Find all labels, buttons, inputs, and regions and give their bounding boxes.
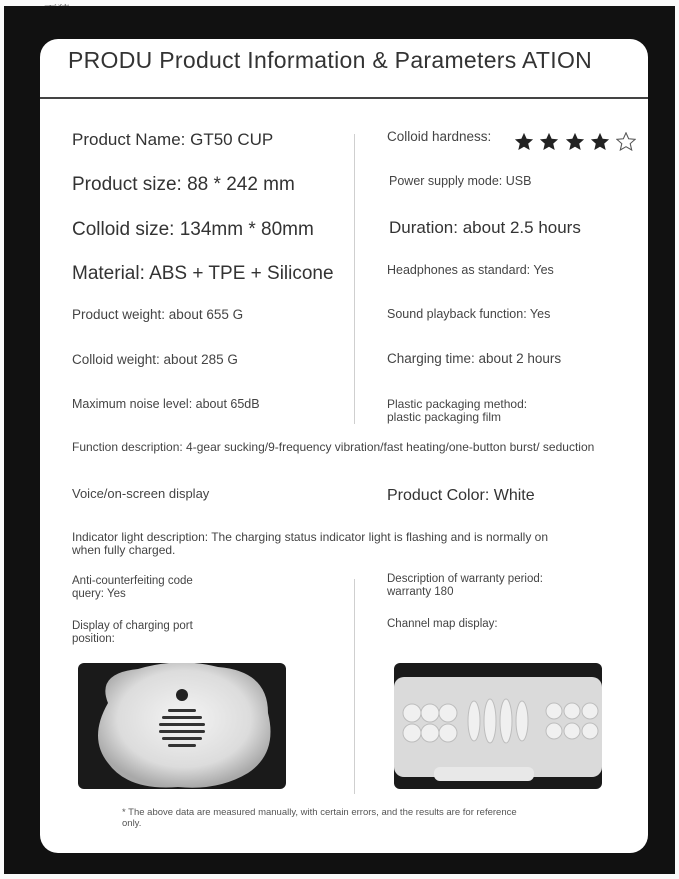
image-frame <box>4 6 675 874</box>
product-size: Product size: 88 * 242 mm <box>72 174 295 195</box>
colloid-size: Colloid size: 134mm * 80mm <box>72 219 314 240</box>
charging-port-label: Display of charging port position: <box>72 620 193 645</box>
sound-playback: Sound playback function: Yes <box>387 307 551 321</box>
hardness-rating <box>514 132 637 156</box>
charging-time: Charging time: about 2 hours <box>387 351 562 366</box>
duration: Duration: about 2.5 hours <box>389 218 581 237</box>
anti-counterfeiting: Anti-counterfeiting code query: Yes <box>72 575 193 600</box>
product-info-card <box>40 39 648 853</box>
max-noise-level: Maximum noise level: about 65dB <box>72 397 260 411</box>
product-name: Product Name: GT50 CUP <box>72 130 274 149</box>
product-weight: Product weight: about 655 G <box>72 307 244 322</box>
voice-display: Voice/on-screen display <box>72 486 210 501</box>
column-divider-top <box>354 134 355 424</box>
warranty-period: Description of warranty period: warranty 180 <box>387 573 543 598</box>
indicator-light-description: Indicator light description: The charging status indicator light is flashing and is normally on when fully charged. <box>72 530 549 557</box>
charging-port-image <box>78 663 286 789</box>
star-filled-icon <box>539 138 560 155</box>
function-description: Function description: 4-gear sucking/9-frequency vibration/fast heating/one-button burst/ seduction <box>72 440 595 454</box>
star-filled-icon <box>565 138 586 155</box>
star-empty-icon <box>616 138 637 155</box>
headphones-standard: Headphones as standard: Yes <box>387 263 554 277</box>
footnote: * The above data are measured manually, with certain errors, and the results are for reference only. <box>122 807 517 829</box>
card-header <box>40 39 648 99</box>
power-supply-mode: Power supply mode: USB <box>389 174 532 188</box>
channel-map-label: Channel map display: <box>387 618 498 630</box>
star-filled-icon <box>590 138 611 155</box>
product-color: Product Color: White <box>387 487 535 504</box>
material: Material: ABS + TPE + Silicone <box>72 263 334 284</box>
packaging-method: Plastic packaging method: plastic packaging film <box>387 397 528 424</box>
column-divider-bottom <box>354 579 355 794</box>
page-title: PRODU Product Information & Parameters ATION <box>68 47 593 73</box>
colloid-weight: Colloid weight: about 285 G <box>72 352 238 367</box>
colloid-hardness-label: Colloid hardness: <box>387 129 492 144</box>
star-filled-icon <box>514 138 535 155</box>
channel-map-image <box>394 663 602 789</box>
